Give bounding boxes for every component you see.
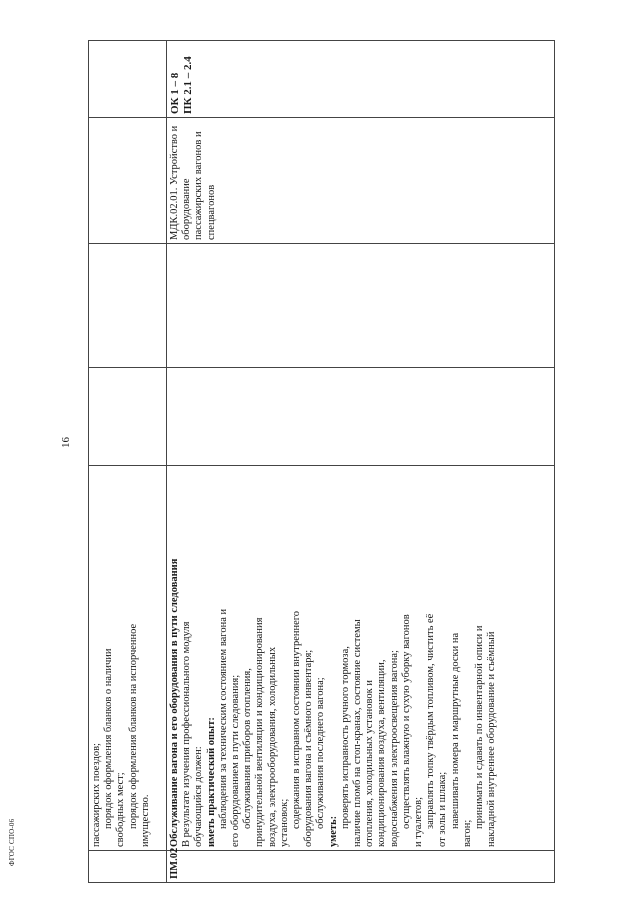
competency-code: ОК 1 – 8 <box>169 72 181 114</box>
text-line: принимать и сдавать по инвентарной описи и <box>474 625 486 829</box>
text-line: оборудования вагона и съёмного инвентаря; <box>303 649 315 847</box>
text-line: содержания в исправном состоянии внутреннего <box>291 610 303 829</box>
text-line: кондиционирования воздуха, вентиляции, <box>376 659 388 847</box>
text-line: В результате изучения профессионального модуля <box>181 621 193 847</box>
text-line: порядок оформления бланков о наличии <box>103 648 115 829</box>
text-line: наличие пломб на стоп-кранах, состояние системы <box>352 619 364 847</box>
text-line: и туалетов; <box>413 796 425 847</box>
knowledge-cell-continuation <box>89 466 167 851</box>
text-line: вагон; <box>461 819 473 847</box>
code-cell-empty <box>89 851 167 883</box>
footer-mark: ФГОС СПО-06 <box>8 818 16 866</box>
empty-cell <box>167 244 555 368</box>
competencies-cell <box>167 41 555 118</box>
text-line: пассажирских поездов; <box>91 743 102 847</box>
text-line: воздуха, электрооборудования, холодильных <box>266 646 278 847</box>
module-description-cell <box>167 466 555 851</box>
text-line: принудительной вентиляции и кондиционирования <box>254 617 266 847</box>
text-line: уметь: <box>327 815 339 847</box>
table-row-pm02 <box>167 41 555 883</box>
text-line: водоснабжения и электроосвещения вагона; <box>388 650 400 847</box>
text-line: иметь практический опыт: <box>205 717 217 847</box>
text-line: свободных мест; <box>115 772 127 847</box>
text-line: порядок оформления бланков на испорченное <box>127 623 139 829</box>
text-line: заправлять топку твёрдым топливом, чистить её <box>425 613 437 829</box>
text-line: осуществлять влажную и сухую уборку вагонов <box>400 614 412 829</box>
text-line: накладной внутреннее оборудование и съёмный <box>486 631 498 847</box>
empty-cell <box>167 368 555 466</box>
empty-cell <box>89 41 167 118</box>
text-line: обучающийся должен: <box>193 746 205 847</box>
module-lines <box>181 469 498 847</box>
module-code: ПМ.02 <box>167 851 555 883</box>
empty-cell <box>89 118 167 244</box>
mdk-cell: МДК.02.01. Устройство и оборудование пассажирских вагонов и спецвагонов <box>167 118 555 244</box>
text-line: проверять исправность ручного тормоза, <box>339 646 351 829</box>
text-line: обслуживания приборов отопления, <box>242 668 254 829</box>
text-line: его оборудованием в пути следования; <box>230 674 242 847</box>
empty-cell <box>89 244 167 368</box>
curriculum-table <box>88 40 555 883</box>
table-row-continuation <box>89 41 167 883</box>
text-line: от золы и шлака; <box>437 771 449 847</box>
page-number: 16 <box>60 437 72 448</box>
text-line: навешивать номера и маршрутные доски на <box>449 632 461 829</box>
rotated-table-wrapper <box>88 41 555 883</box>
text-line: установок; <box>278 798 290 847</box>
text-line: обслуживания последнего вагона; <box>315 677 327 829</box>
text-line: имущество. <box>139 794 151 847</box>
competency-code: ПК 2.1 – 2.4 <box>182 56 194 114</box>
text-line: отопления, холодильных установок и <box>364 680 376 847</box>
module-heading: Обслуживание вагона и его оборудования в пути следования <box>169 558 180 847</box>
empty-cell <box>89 368 167 466</box>
text-line: наблюдения за техническим состоянием вагона и <box>217 608 229 829</box>
